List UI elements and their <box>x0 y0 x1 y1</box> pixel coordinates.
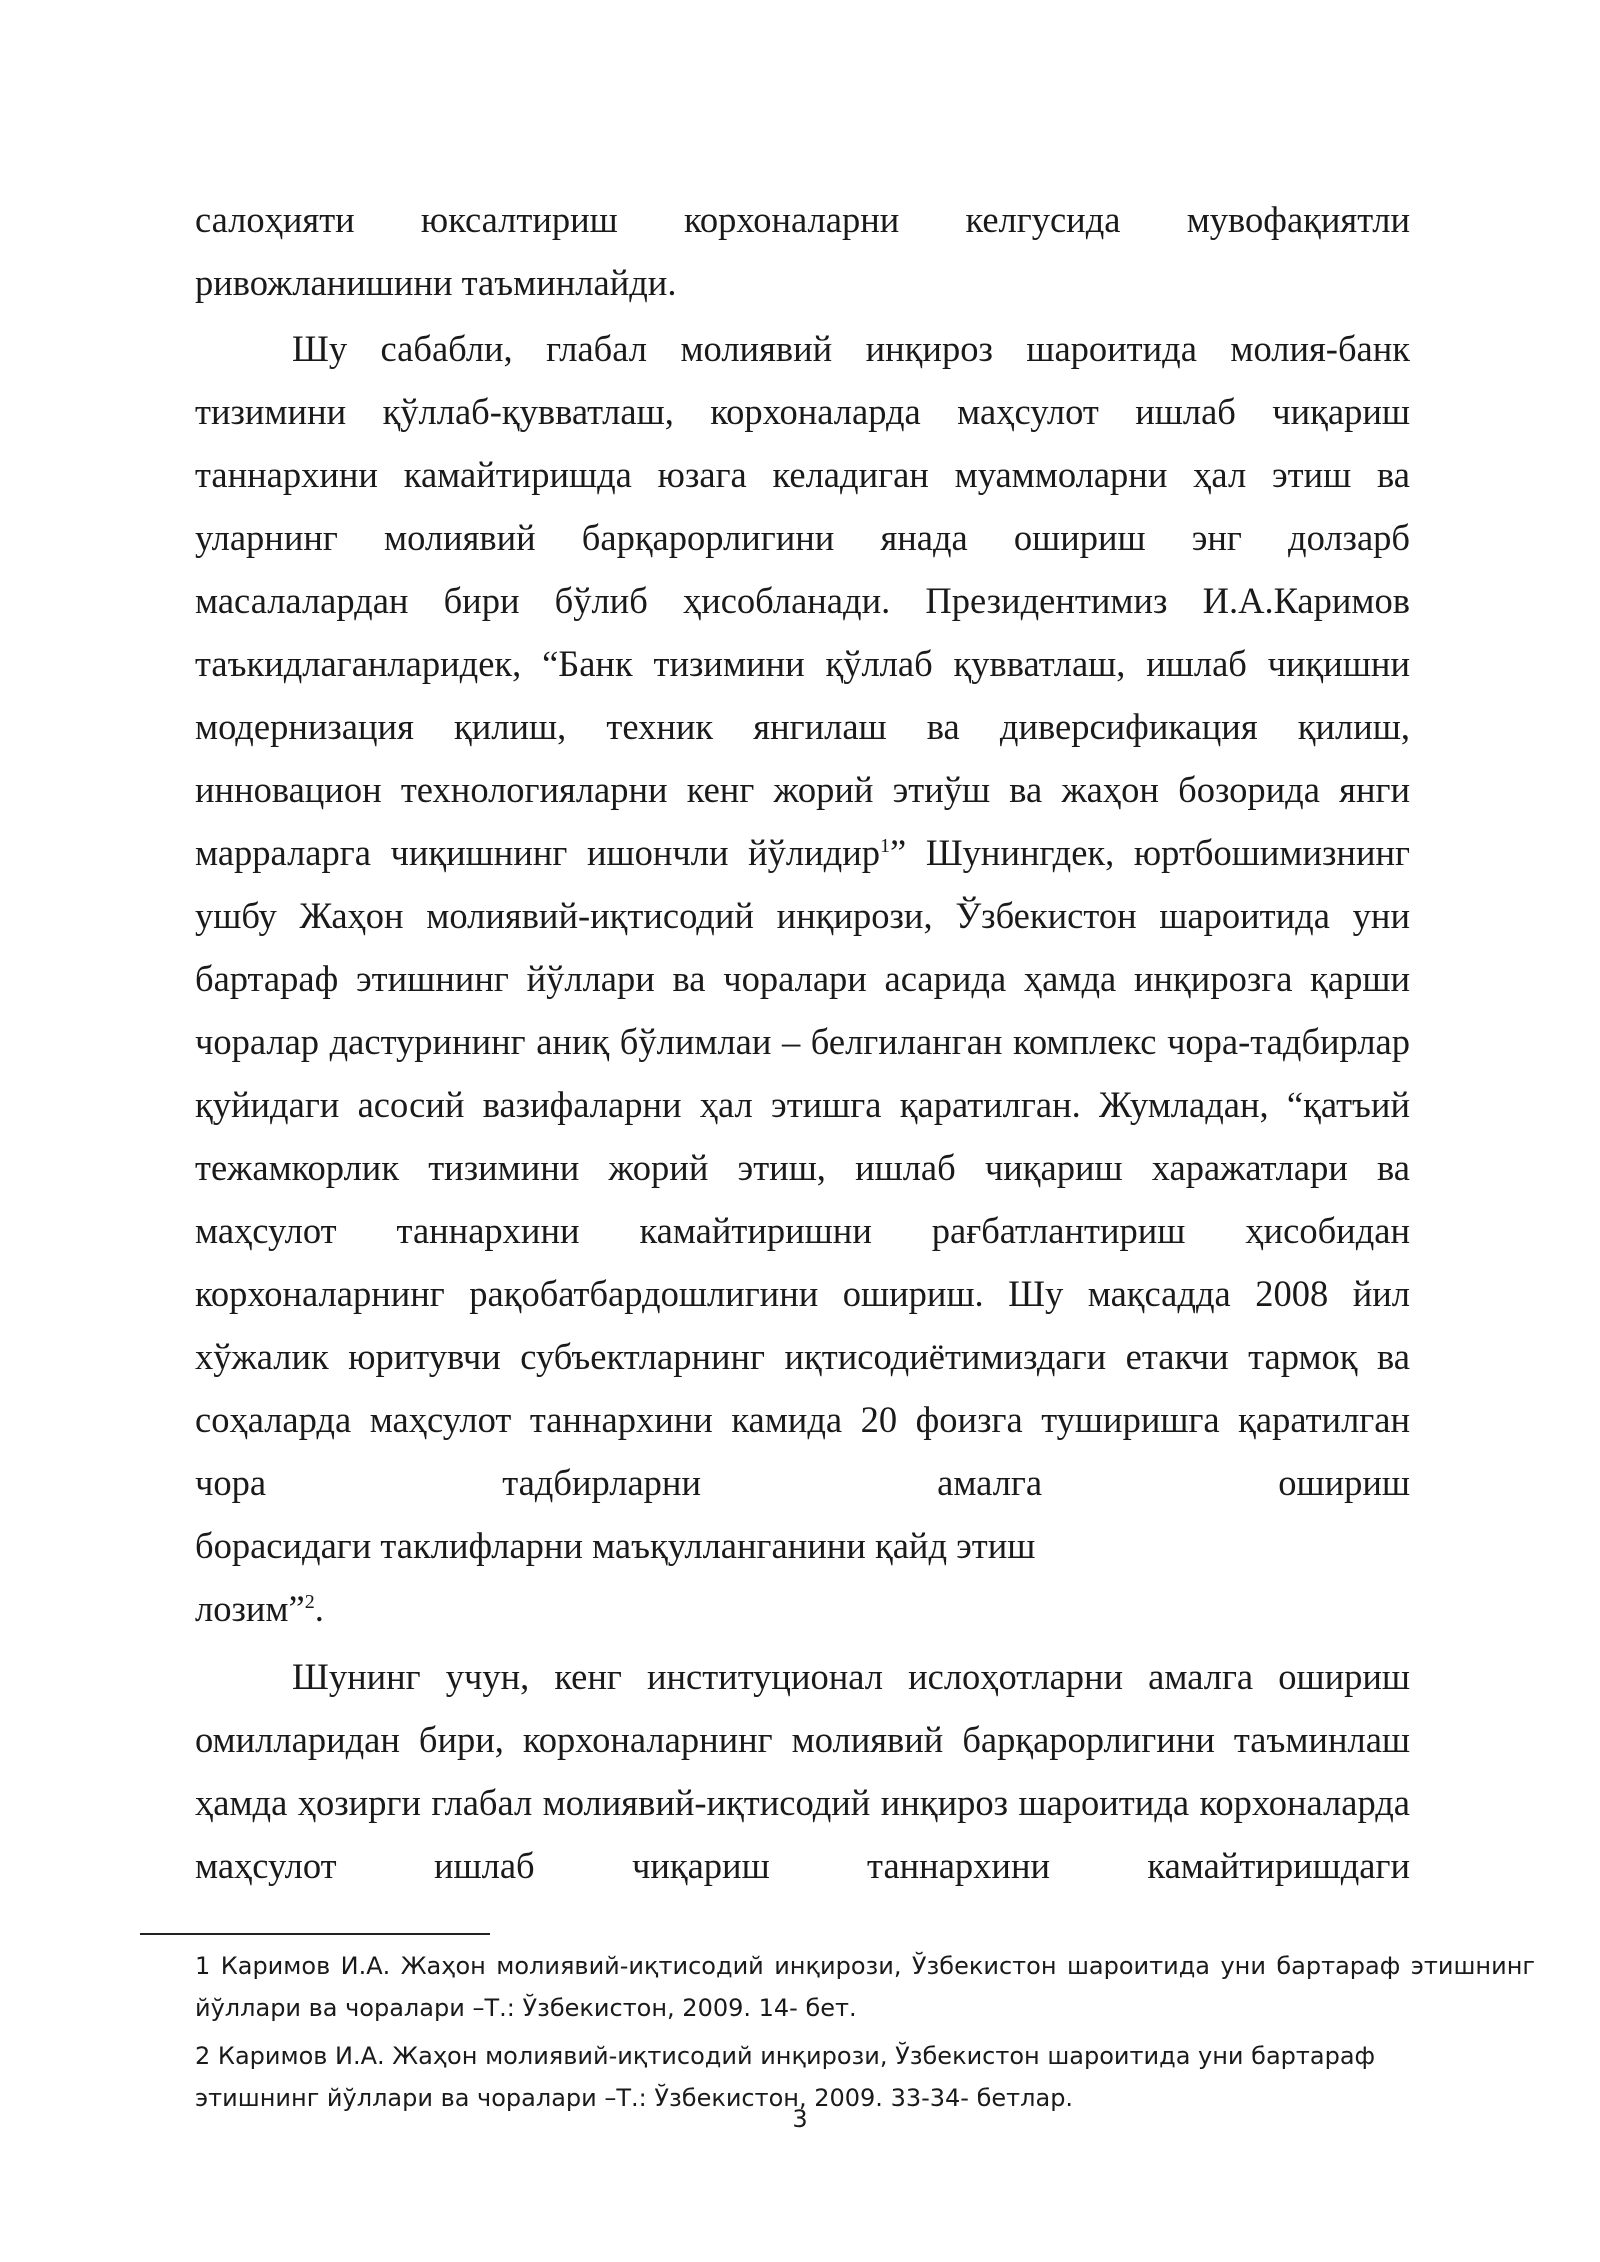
paragraph-2-text-b: ” Шунингдек, юртбошимизнинг ушбу Жаҳон молиявий-иқтисодий инқирози, Ўзбекистон шароитида уни бартараф этишнинг йўллари ва чоралари асарида ҳамда инқирозга қарши чоралар дастурининг аниқ бўлимлаи – белгиланган комплекс чора-тадбирлар қуйидаги асосий вазифаларни ҳал этишга қаратилган. Жумладан, “қатъий тежамкорлик тизимини жорий этиш, ишлаб чиқариш харажатлари ва маҳсулот таннархини камайтиришни рағбатлантириш ҳисобидан корхоналарнинг рақобатбардошлигини ошириш. Шу мақсадда 2008 йил хўжалик юритувчи субъектларнинг иқтисодиётимиздаги етакчи тармоқ ва соҳаларда маҳсулот таннархини камида 20 фоизга туширишга қаратилган чора тадбирларни амалга ошириш <box>195 832 1410 1503</box>
footnote-ref-1: 1 <box>880 834 891 857</box>
paragraph-2-line-d-end: . <box>314 1588 324 1629</box>
paragraph-1-line-1: салоҳияти юксалтириш корхоналарни келгусида мувофақиятли <box>195 199 1410 240</box>
page-number: 3 <box>792 2105 808 2133</box>
footnote-2: 2 Каримов И.А. Жаҳон молиявий-иқтисодий инқирози, Ўзбекистон шароитида уни бартараф этишнинг йўллари ва чоралари –Т.: Ўзбекистон, 2009. 33-34- бетлар. <box>195 2042 1376 2112</box>
paragraph-1 <box>195 188 1410 314</box>
paragraph-1-line-2: ривожланишини таъминлайди. <box>195 262 677 303</box>
paragraph-2 <box>195 317 1410 1640</box>
paragraph-2-main <box>195 317 1410 1514</box>
paragraph-2-line-d <box>195 1577 1410 1640</box>
footnotes <box>195 1945 1535 2125</box>
footnote-separator <box>140 1933 490 1935</box>
paragraph-2-text-a: Шу сабабли, глабал молиявий инқироз шароитида молия-банк тизимини қўллаб-қувватлаш, корхоналарда маҳсулот ишлаб чиқариш таннархини камайтиришда юзага келадиган муаммоларни ҳал этиш ва уларнинг молиявий барқарорлигини янада ошириш энг долзарб масалалардан бири бўлиб ҳисобланади. Президентимиз И.А.Каримов таъкидлаганларидек, “Банк тизимини қўллаб қувватлаш, ишлаб чиқишни модернизация қилиш, техник янгилаш ва диверсификация қилиш, инновацион технологияларни кенг жорий этиўш ва жаҳон бозорида янги марраларга чиқишнинг ишончли йўлидир <box>195 328 1410 873</box>
paragraph-3: Шунинг учун, кенг институционал ислоҳотларни амалга ошириш омилларидан бири, корхоналарнинг молиявий барқарорлигини таъминлаш ҳамда ҳозирги глабал молиявий-иқтисодий инқироз шароитида корхоналарда маҳсулот ишлаб чиқариш таннархини камайтиришдаги <box>195 1656 1410 1886</box>
footnote-1: 1 Каримов И.А. Жаҳон молиявий-иқтисодий инқирози, Ўзбекистон шароитида уни бартараф этишнинг йўллари ва чоралари –Т.: Ўзбекистон, 2009. 14- бет. <box>195 1952 1535 2022</box>
footnote-ref-2: 2 <box>304 1590 315 1613</box>
paragraph-2-line-c: борасидаги таклифларни маъқулланганини қайд этиш <box>195 1525 1036 1566</box>
paragraph-2-line-d-text: лозим” <box>195 1588 305 1629</box>
body-text <box>195 188 1410 1897</box>
